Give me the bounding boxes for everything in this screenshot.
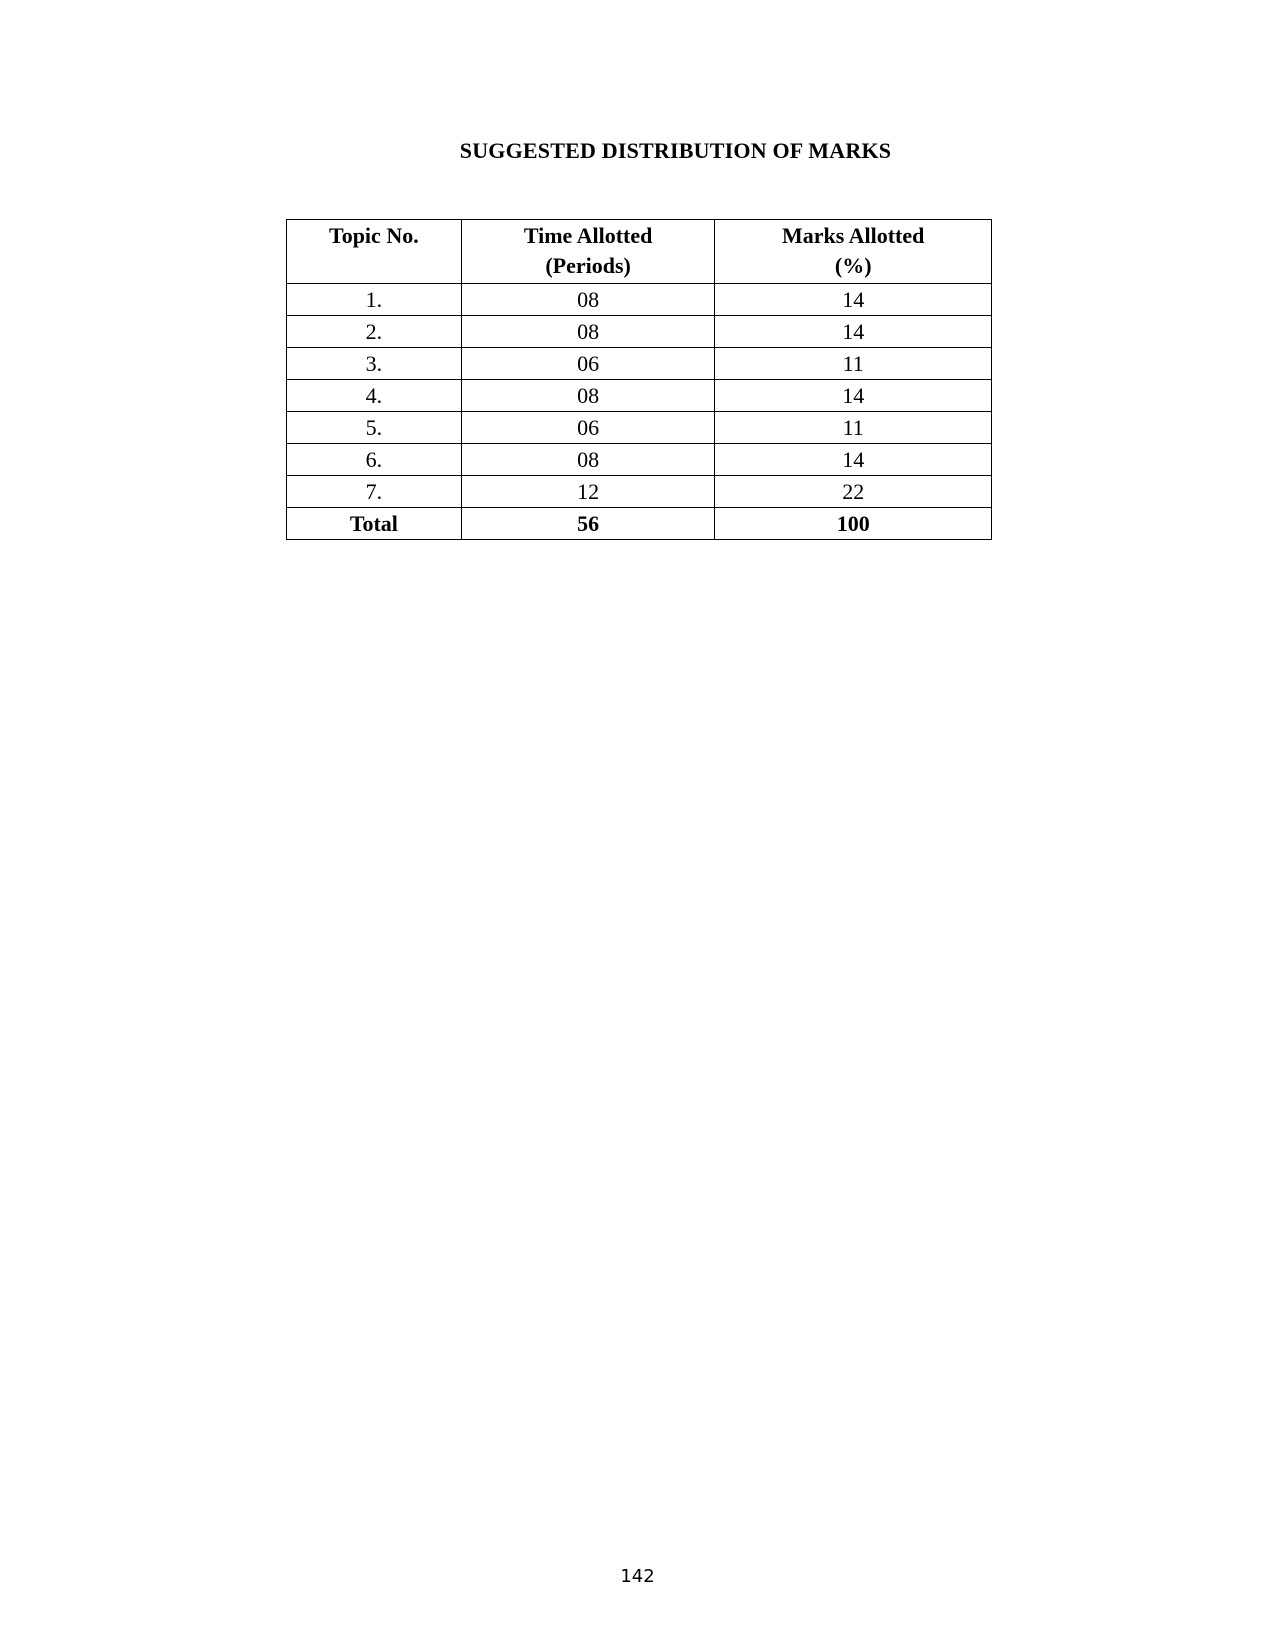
cell-marks-allotted: 11 (715, 412, 992, 444)
cell-total-label: Total (287, 508, 462, 540)
table-row (287, 380, 992, 412)
cell-time-allotted: 08 (461, 380, 715, 412)
table-row (287, 412, 992, 444)
cell-time-allotted: 08 (461, 444, 715, 476)
cell-marks-allotted: 22 (715, 476, 992, 508)
page-number: 142 (620, 1566, 655, 1587)
cell-topic-no: 1. (287, 284, 462, 316)
cell-topic-no: 7. (287, 476, 462, 508)
header-topic-no (287, 220, 462, 284)
cell-marks-allotted: 14 (715, 444, 992, 476)
header-line: (%) (834, 253, 872, 278)
cell-topic-no: 5. (287, 412, 462, 444)
header-line: (Periods) (545, 253, 631, 278)
table-row (287, 316, 992, 348)
table-row (287, 284, 992, 316)
header-line: Topic No. (329, 223, 419, 248)
cell-marks-allotted: 14 (715, 284, 992, 316)
header-time-allotted (461, 220, 715, 284)
cell-total-marks: 100 (715, 508, 992, 540)
table-header-row (287, 220, 992, 284)
header-line: Marks Allotted (782, 223, 925, 248)
cell-time-allotted: 06 (461, 348, 715, 380)
cell-topic-no: 3. (287, 348, 462, 380)
table-total-row (287, 508, 992, 540)
cell-time-allotted: 08 (461, 316, 715, 348)
header-marks-allotted (715, 220, 992, 284)
table-row (287, 348, 992, 380)
cell-marks-allotted: 14 (715, 380, 992, 412)
cell-marks-allotted: 14 (715, 316, 992, 348)
cell-time-allotted: 06 (461, 412, 715, 444)
marks-distribution-table (286, 219, 992, 540)
cell-time-allotted: 12 (461, 476, 715, 508)
cell-total-time: 56 (461, 508, 715, 540)
cell-topic-no: 2. (287, 316, 462, 348)
page-title: SUGGESTED DISTRIBUTION OF MARKS (459, 138, 892, 163)
cell-topic-no: 6. (287, 444, 462, 476)
cell-time-allotted: 08 (461, 284, 715, 316)
cell-marks-allotted: 11 (715, 348, 992, 380)
table-row (287, 444, 992, 476)
cell-topic-no: 4. (287, 380, 462, 412)
header-line: Time Allotted (523, 223, 653, 248)
table-row (287, 476, 992, 508)
